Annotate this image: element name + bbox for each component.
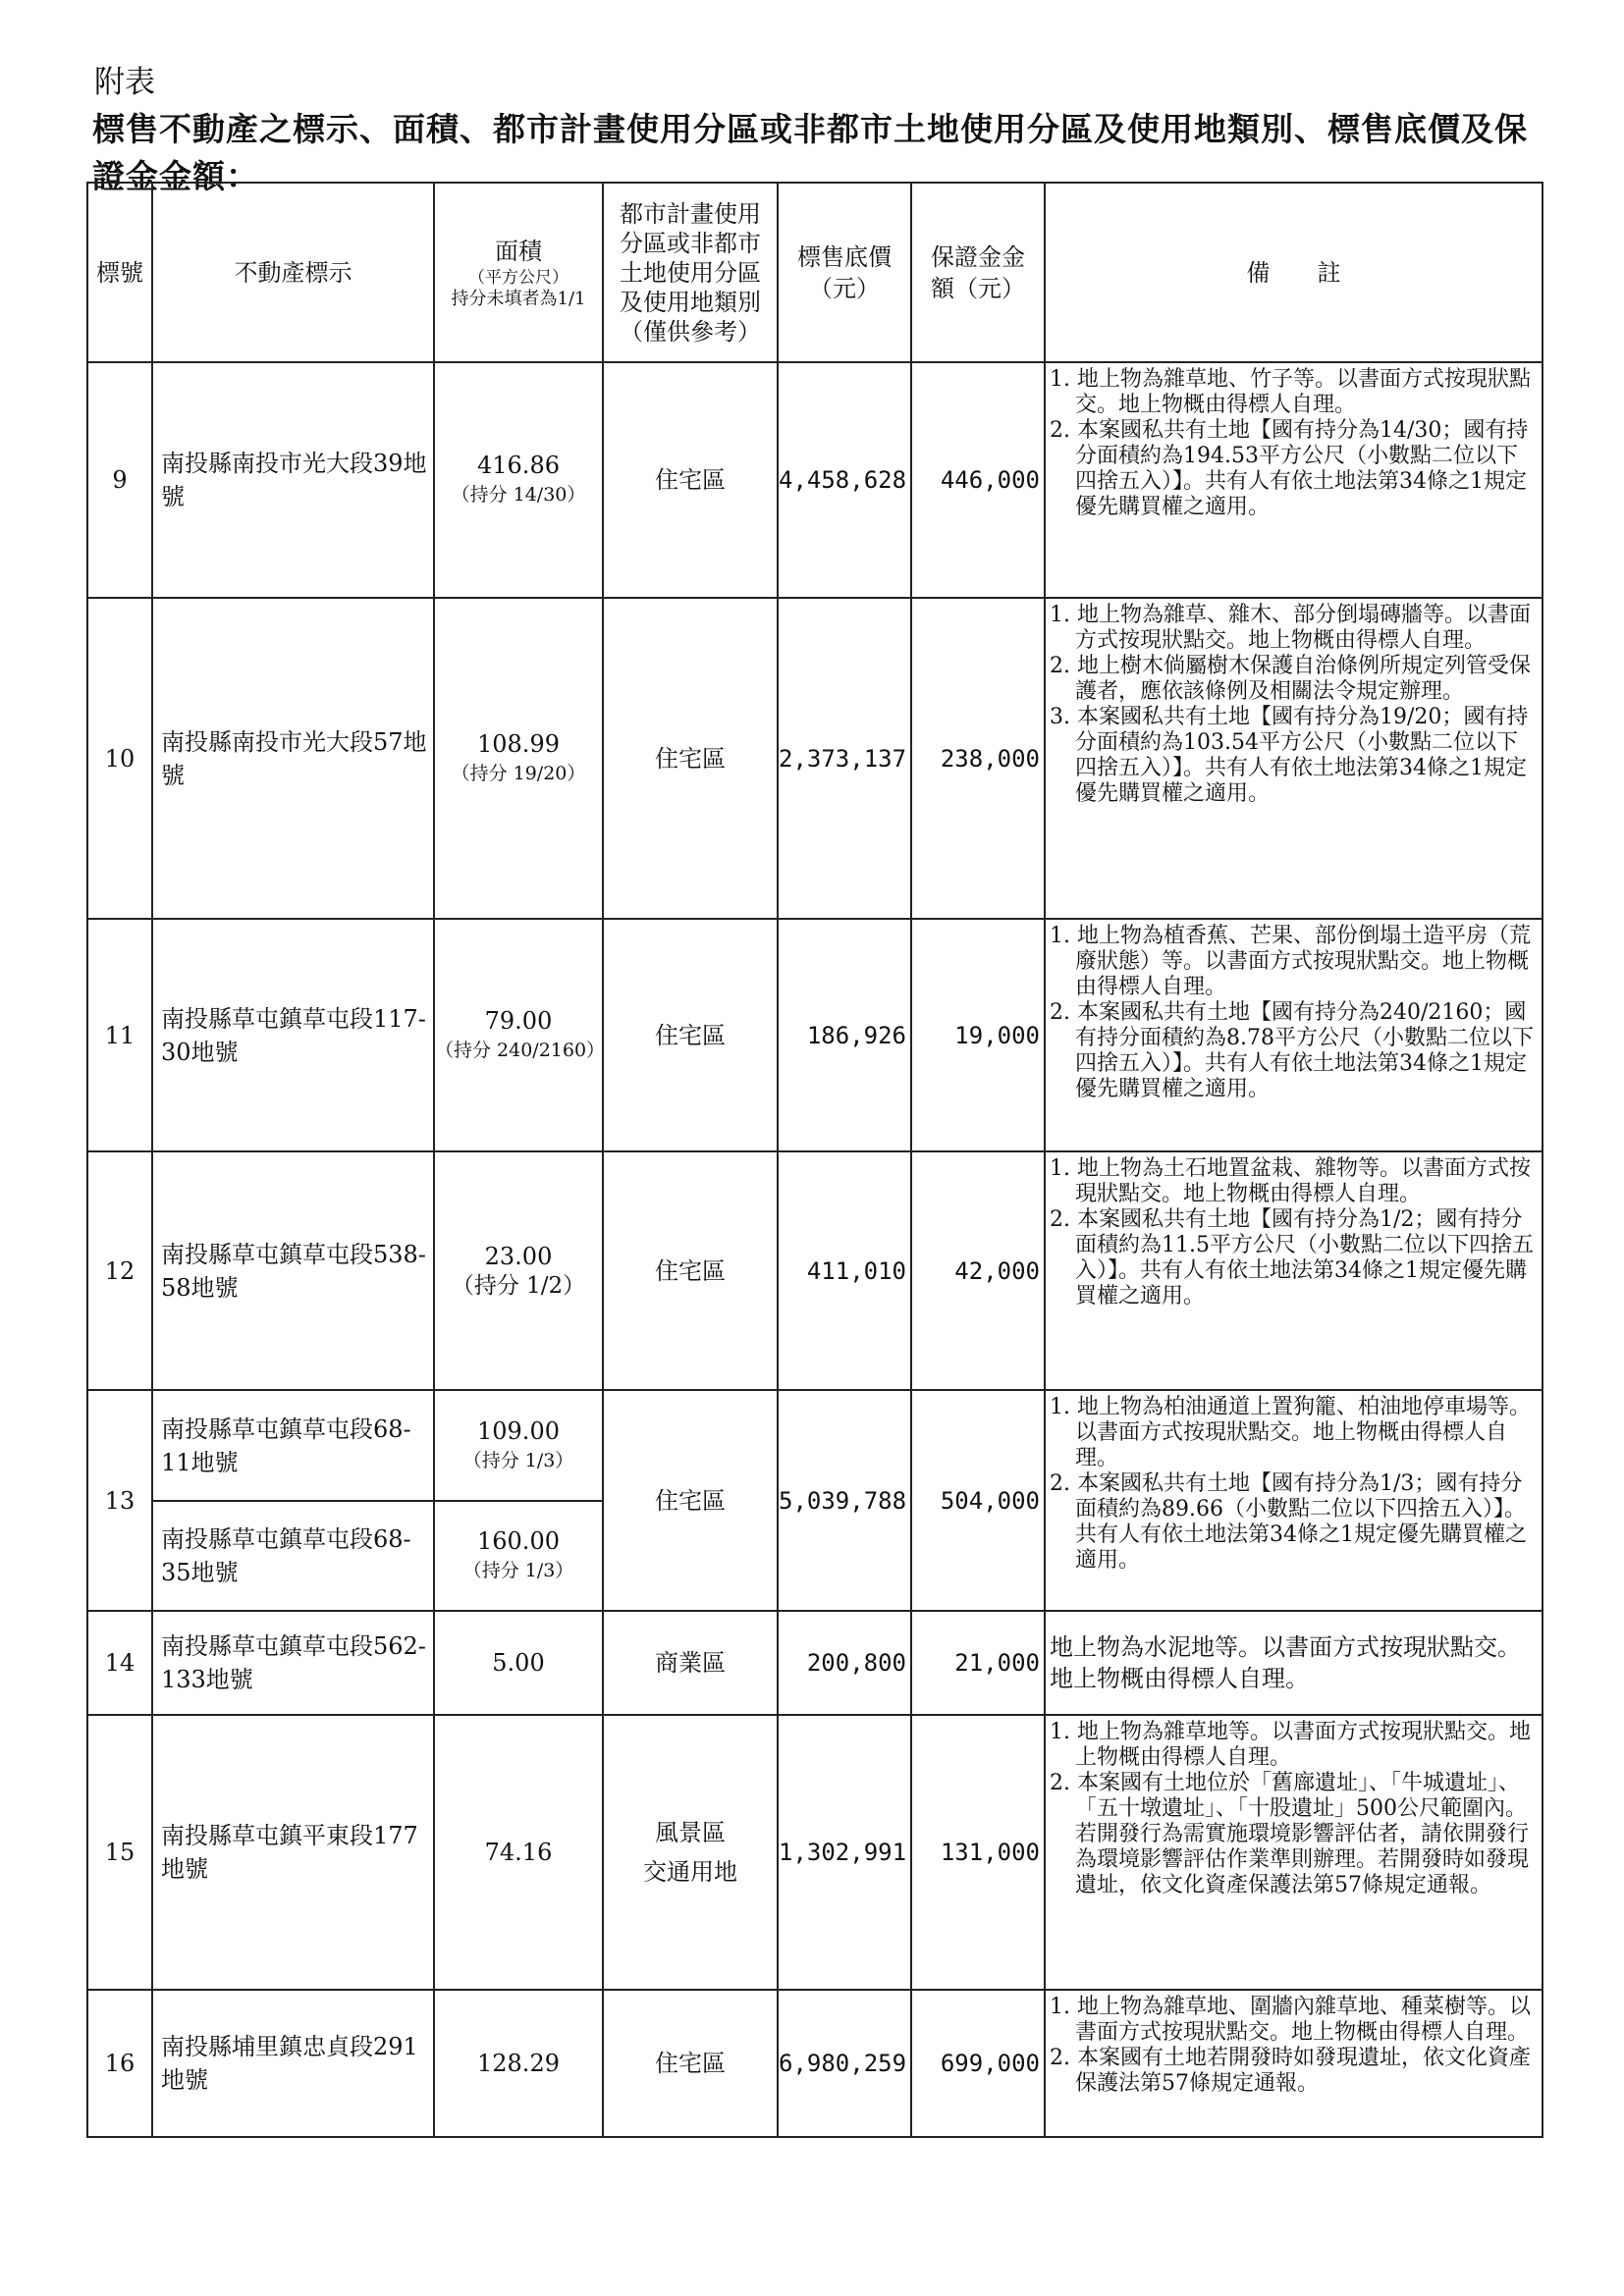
reserve-price: 1,302,991	[778, 1715, 911, 1990]
remarks-cell	[1045, 919, 1543, 1151]
table-row	[87, 1390, 1543, 1501]
property-location: 南投縣南投市光大段57地號	[152, 598, 434, 919]
remark-item: 3. 本案國私共有土地【國有持分為19/20；國有持分面積約為103.54平方公尺（小數點二位以下四捨五入）】。共有人有依土地法第34條之1規定優先購買權之適用。	[1050, 705, 1529, 806]
area-cell	[434, 1611, 603, 1715]
property-location: 南投縣草屯鎮草屯段117-30地號	[152, 919, 434, 1151]
header-zone-line2: 分區或非都市	[620, 229, 761, 257]
remarks-cell	[1045, 1390, 1543, 1611]
header-area-note: 持分未填者為1/1	[451, 288, 586, 309]
remark-item: 1. 地上物為雜草地、圍牆內雜草地、種菜樹等。以書面方式按現狀點交。地上物概由得標人自理。	[1050, 1995, 1531, 2045]
table-row	[87, 1990, 1543, 2137]
table-row	[87, 362, 1543, 598]
reserve-price: 2,373,137	[778, 598, 911, 919]
area-share: （持分 14/30）	[451, 484, 586, 506]
header-price-line2: （元）	[809, 274, 880, 302]
area-cell	[434, 919, 606, 1151]
header-area	[434, 183, 603, 362]
area-cell	[434, 598, 603, 919]
zone: 風景區	[655, 1819, 726, 1846]
lot-number: 14	[87, 1611, 152, 1715]
lot-number: 15	[87, 1715, 152, 1990]
area-cell	[434, 1151, 603, 1390]
remark-item: 1. 地上物為雜草地、竹子等。以書面方式按現狀點交。地上物概由得標人自理。	[1050, 367, 1531, 417]
area-cell	[434, 1390, 603, 1501]
area-value: 5.00	[492, 1649, 545, 1677]
reserve-price: 6,980,259	[778, 1990, 911, 2137]
property-location: 南投縣埔里鎮忠貞段291地號	[152, 1990, 434, 2137]
property-location: 南投縣草屯鎮草屯段562-133地號	[152, 1611, 434, 1715]
header-zone-line3: 土地使用分區	[620, 258, 761, 287]
table-row	[87, 598, 1543, 919]
area-value: 79.00	[484, 1006, 553, 1035]
lot-number: 9	[87, 362, 152, 598]
property-location: 南投縣草屯鎮草屯段68-35地號	[152, 1501, 434, 1611]
area-share: （持分 1/3）	[462, 1560, 574, 1581]
table-row	[87, 919, 1543, 1151]
area-share: （持分 19/20）	[451, 762, 586, 784]
header-zone-line4: 及使用地類別	[620, 288, 761, 316]
table-header-row	[87, 183, 1543, 362]
header-no: 標號	[87, 183, 152, 362]
table-row	[87, 1715, 1543, 1990]
area-cell	[434, 362, 603, 598]
remarks-cell	[1045, 362, 1543, 598]
header-deposit	[911, 183, 1045, 362]
reserve-price: 200,800	[778, 1611, 911, 1715]
area-value: 108.99	[477, 729, 560, 758]
remark-item: 2. 本案國私共有土地【國有持分為1/3；國有持分面積約為89.66（小數點二位以下四捨五入）】。共有人有依土地法第34條之1規定優先購買權之適用。	[1050, 1471, 1527, 1573]
area-value: 416.86	[477, 452, 560, 479]
table-row	[87, 1151, 1543, 1390]
zone: 住宅區	[603, 362, 778, 598]
zone: 住宅區	[603, 1151, 778, 1390]
area-cell	[434, 1990, 603, 2137]
zone-secondary: 交通用地	[643, 1858, 737, 1886]
area-share: （持分 240/2160）	[435, 1039, 606, 1061]
header-property: 不動產標示	[152, 183, 434, 362]
attachment-label: 附表	[94, 65, 155, 100]
area-share: （持分 1/3）	[462, 1449, 574, 1471]
remarks-cell	[1045, 1715, 1543, 1990]
reserve-price: 411,010	[778, 1151, 911, 1390]
remark-item: 1. 地上物為雜草、雜木、部分倒塌磚牆等。以書面方式按現狀點交。地上物概由得標人自理。	[1050, 603, 1531, 653]
zone: 住宅區	[603, 1390, 778, 1611]
zone: 住宅區	[603, 1990, 778, 2137]
area-value: 128.29	[477, 2050, 560, 2077]
reserve-price: 186,926	[778, 919, 911, 1151]
remark-item: 2. 本案國有土地位於「舊廍遺址」、「牛城遺址」、「五十墩遺址」、「十股遺址」500公尺範圍內。若開發行為需實施環境影響評估者，請依開發行為環境影響評估作業準則辦理。若開發時如發現遺址，依文化資產保護法第57條規定通報。	[1050, 1771, 1530, 1897]
header-zone-line5: （僅供參考）	[620, 317, 761, 346]
deposit-amount: 131,000	[911, 1715, 1045, 1990]
property-table	[86, 182, 1543, 2138]
remark-item: 2. 本案國私共有土地【國有持分為240/2160；國有持分面積約為8.78平方公尺（小數點二位以下四捨五入）】。共有人有依土地法第34條之1規定優先購買權之適用。	[1050, 1000, 1534, 1101]
remark-item: 2. 本案國有土地若開發時如發現遺址，依文化資產保護法第57條規定通報。	[1050, 2046, 1531, 2096]
area-value: 23.00	[484, 1242, 553, 1270]
remark-item: 1. 地上物為土石地置盆栽、雜物等。以書面方式按現狀點交。地上物概由得標人自理。	[1050, 1156, 1531, 1206]
zone: 住宅區	[603, 598, 778, 919]
property-location: 南投縣草屯鎮草屯段538-58地號	[152, 1151, 434, 1390]
area-share: （持分 1/2）	[451, 1272, 586, 1299]
lot-number: 16	[87, 1990, 152, 2137]
remark-item: 2. 地上樹木倘屬樹木保護自治條例所規定列管受保護者，應依該條例及相關法令規定辦理。	[1050, 654, 1531, 704]
remarks-cell	[1045, 598, 1543, 919]
deposit-amount: 238,000	[911, 598, 1045, 919]
remark-item: 1. 地上物為雜草地等。以書面方式按現狀點交。地上物概由得標人自理。	[1050, 1720, 1531, 1770]
deposit-amount: 446,000	[911, 362, 1045, 598]
zone: 商業區	[603, 1611, 778, 1715]
header-area-title: 面積	[495, 237, 542, 265]
zone: 住宅區	[603, 919, 778, 1151]
remark-item: 1. 地上物為植香蕉、芒果、部份倒塌土造平房（荒廢狀態）等。以書面方式按現狀點交。地上物概由得標人自理。	[1050, 924, 1531, 999]
reserve-price: 5,039,788	[778, 1390, 911, 1611]
lot-number: 12	[87, 1151, 152, 1390]
header-price	[778, 183, 911, 362]
area-cell	[434, 1501, 603, 1611]
remark-item: 地上物為水泥地等。以書面方式按現狀點交。地上物概由得標人自理。	[1050, 1633, 1521, 1692]
deposit-amount: 19,000	[911, 919, 1045, 1151]
header-price-line1: 標售底價	[797, 242, 892, 271]
header-area-unit: （平方公尺）	[468, 267, 568, 288]
header-zone-line1: 都市計畫使用	[620, 199, 761, 228]
remarks-cell	[1045, 1990, 1543, 2137]
zone-cell	[603, 1715, 778, 1990]
table-row	[87, 1611, 1543, 1715]
reserve-price: 4,458,628	[778, 362, 911, 598]
property-location: 南投縣南投市光大段39地號	[152, 362, 434, 598]
property-location: 南投縣草屯鎮草屯段68-11地號	[152, 1390, 434, 1501]
deposit-amount: 42,000	[911, 1151, 1045, 1390]
property-location: 南投縣草屯鎮平東段177地號	[152, 1715, 434, 1990]
lot-number: 10	[87, 598, 152, 919]
remarks-cell	[1045, 1151, 1543, 1390]
lot-number: 11	[87, 919, 152, 1151]
deposit-amount: 21,000	[911, 1611, 1045, 1715]
area-value: 160.00	[477, 1527, 560, 1555]
remark-item: 2. 本案國私共有土地【國有持分為14/30；國有持分面積約為194.53平方公尺（小數點二位以下四捨五入）】。共有人有依土地法第34條之1規定優先購買權之適用。	[1050, 418, 1529, 519]
area-value: 74.16	[484, 1839, 553, 1866]
header-deposit-line1: 保證金金	[931, 242, 1025, 271]
remark-item: 1. 地上物為柏油通道上置狗籠、柏油地停車場等。以書面方式按現狀點交。地上物概由得標人自理。	[1050, 1395, 1531, 1470]
lot-number: 13	[87, 1390, 152, 1611]
remark-item: 2. 本案國私共有土地【國有持分為1/2；國有持分面積約為11.5平方公尺（小數點二位以下四捨五入）】。共有人有依土地法第34條之1規定優先購買權之適用。	[1050, 1207, 1534, 1308]
header-remarks: 備 註	[1045, 183, 1543, 362]
remarks-cell	[1045, 1611, 1543, 1715]
header-zone	[603, 183, 778, 362]
header-deposit-line2: 額（元）	[931, 274, 1025, 302]
document-title: 標售不動產之標示、面積、都市計畫使用分區或非都市土地使用分區及使用地類別、標售底價及保證金金額：	[92, 110, 1528, 195]
area-value: 109.00	[477, 1416, 560, 1445]
deposit-amount: 699,000	[911, 1990, 1045, 2137]
deposit-amount: 504,000	[911, 1390, 1045, 1611]
area-cell	[434, 1715, 603, 1990]
